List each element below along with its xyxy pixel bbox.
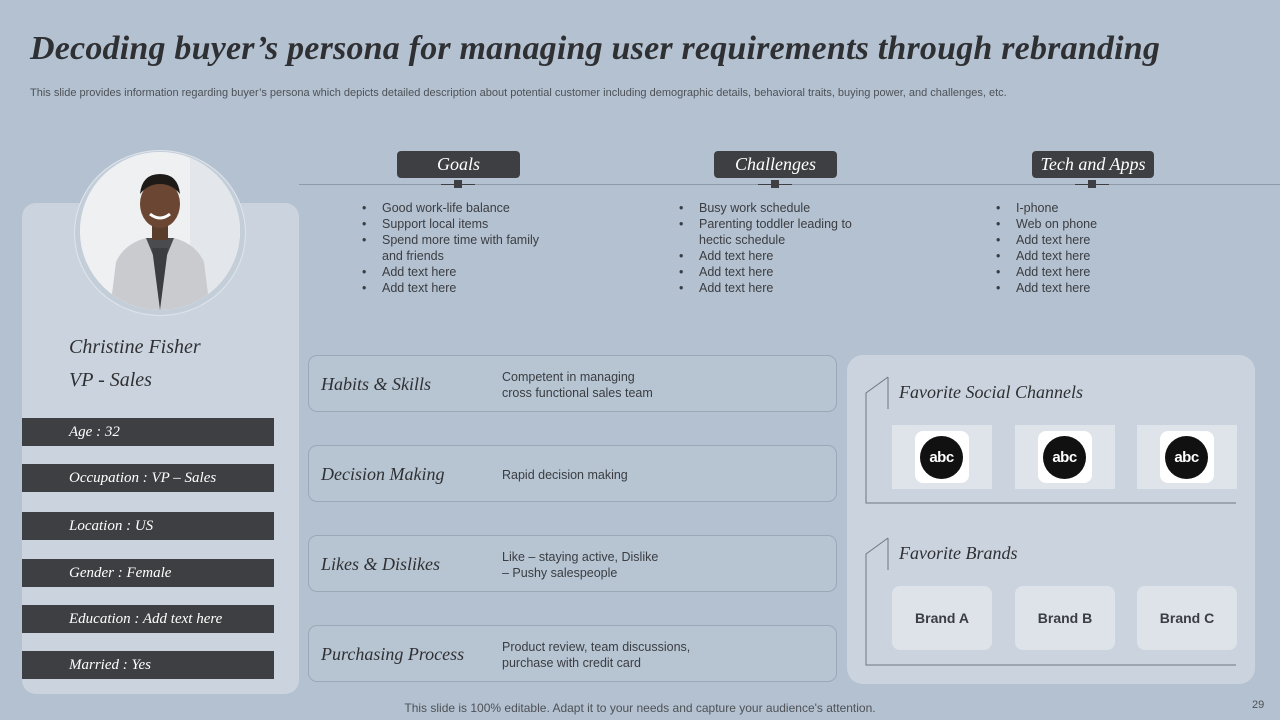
list-item: • Web on phone bbox=[996, 216, 1196, 232]
list-item: • Add text here bbox=[679, 248, 879, 264]
list-item: • Add text here bbox=[362, 280, 562, 296]
goals-heading: Goals bbox=[397, 151, 520, 178]
attribute-location: Location : US bbox=[22, 512, 274, 540]
social-channel-tile bbox=[1137, 425, 1237, 489]
trait-label-likes: Likes & Dislikes bbox=[321, 554, 440, 574]
brand-tile-c: Brand C bbox=[1137, 586, 1237, 650]
trait-label-decision: Decision Making bbox=[321, 464, 445, 484]
trait-label-habits: Habits & Skills bbox=[321, 374, 432, 394]
persona-role: VP - Sales bbox=[69, 369, 152, 391]
attribute-occupation: Occupation : VP – Sales bbox=[22, 464, 274, 492]
attribute-age: Age : 32 bbox=[22, 418, 274, 446]
list-item: • Support local items bbox=[362, 216, 562, 232]
social-channel-tile bbox=[1015, 425, 1115, 489]
attribute-gender: Gender : Female bbox=[22, 559, 274, 587]
tech-apps-list bbox=[996, 200, 1196, 296]
challenges-heading: Challenges bbox=[714, 151, 837, 178]
challenges-connector bbox=[758, 180, 792, 188]
list-item: • Add text here bbox=[362, 264, 562, 280]
list-item: • Add text here bbox=[679, 280, 879, 296]
person-silhouette-icon bbox=[80, 152, 240, 310]
list-item: • Busy work schedule bbox=[679, 200, 879, 216]
list-item: • Spend more time with family and friends bbox=[362, 232, 562, 264]
social-channel-tile bbox=[892, 425, 992, 489]
list-item: • I-phone bbox=[996, 200, 1196, 216]
list-item: • Add text here bbox=[996, 280, 1196, 296]
slide-subtitle: This slide provides information regarding buyer’s persona which depicts detailed description about potential customer including demographic details, behavioral traits, buying power, and challenges, etc. bbox=[30, 87, 1007, 99]
trait-desc-decision: Rapid decision making bbox=[502, 468, 628, 482]
persona-name: Christine Fisher bbox=[69, 336, 201, 358]
challenges-list bbox=[679, 200, 879, 296]
favorite-social-heading: Favorite Social Channels bbox=[899, 382, 1083, 402]
brand-tile-b: Brand B bbox=[1015, 586, 1115, 650]
tech-apps-connector bbox=[1075, 180, 1109, 188]
brand-tile-a: Brand A bbox=[892, 586, 992, 650]
persona-photo bbox=[80, 152, 240, 310]
trait-desc-habits: Competent in managing cross functional sales team bbox=[502, 370, 653, 400]
abc-logo-icon: abc bbox=[915, 431, 969, 483]
list-item: • Add text here bbox=[996, 248, 1196, 264]
trait-desc-likes: Like – staying active, Dislike – Pushy salespeople bbox=[502, 550, 659, 580]
attribute-married: Married : Yes bbox=[22, 651, 274, 679]
list-item: • Good work-life balance bbox=[362, 200, 562, 216]
list-item: • Add text here bbox=[996, 264, 1196, 280]
slide-title: Decoding buyer’s persona for managing user requirements through rebranding bbox=[30, 30, 1161, 67]
list-item: • Parenting toddler leading to hectic schedule bbox=[679, 216, 879, 248]
list-item: • Add text here bbox=[996, 232, 1196, 248]
favorite-brands-heading: Favorite Brands bbox=[899, 543, 1018, 563]
goals-connector bbox=[441, 180, 475, 188]
goals-list bbox=[362, 200, 562, 296]
trait-label-purchasing: Purchasing Process bbox=[321, 644, 465, 664]
footer-note: This slide is 100% editable. Adapt it to your needs and capture your audience's attention. bbox=[404, 701, 876, 715]
list-item: • Add text here bbox=[679, 264, 879, 280]
abc-logo-icon: abc bbox=[1038, 431, 1092, 483]
attribute-education: Education : Add text here bbox=[22, 605, 274, 633]
abc-logo-icon: abc bbox=[1160, 431, 1214, 483]
page-number: 29 bbox=[1252, 699, 1265, 711]
tech-apps-heading: Tech and Apps bbox=[1032, 151, 1154, 178]
trait-desc-purchasing: Product review, team discussions, purchase with credit card bbox=[502, 640, 691, 670]
